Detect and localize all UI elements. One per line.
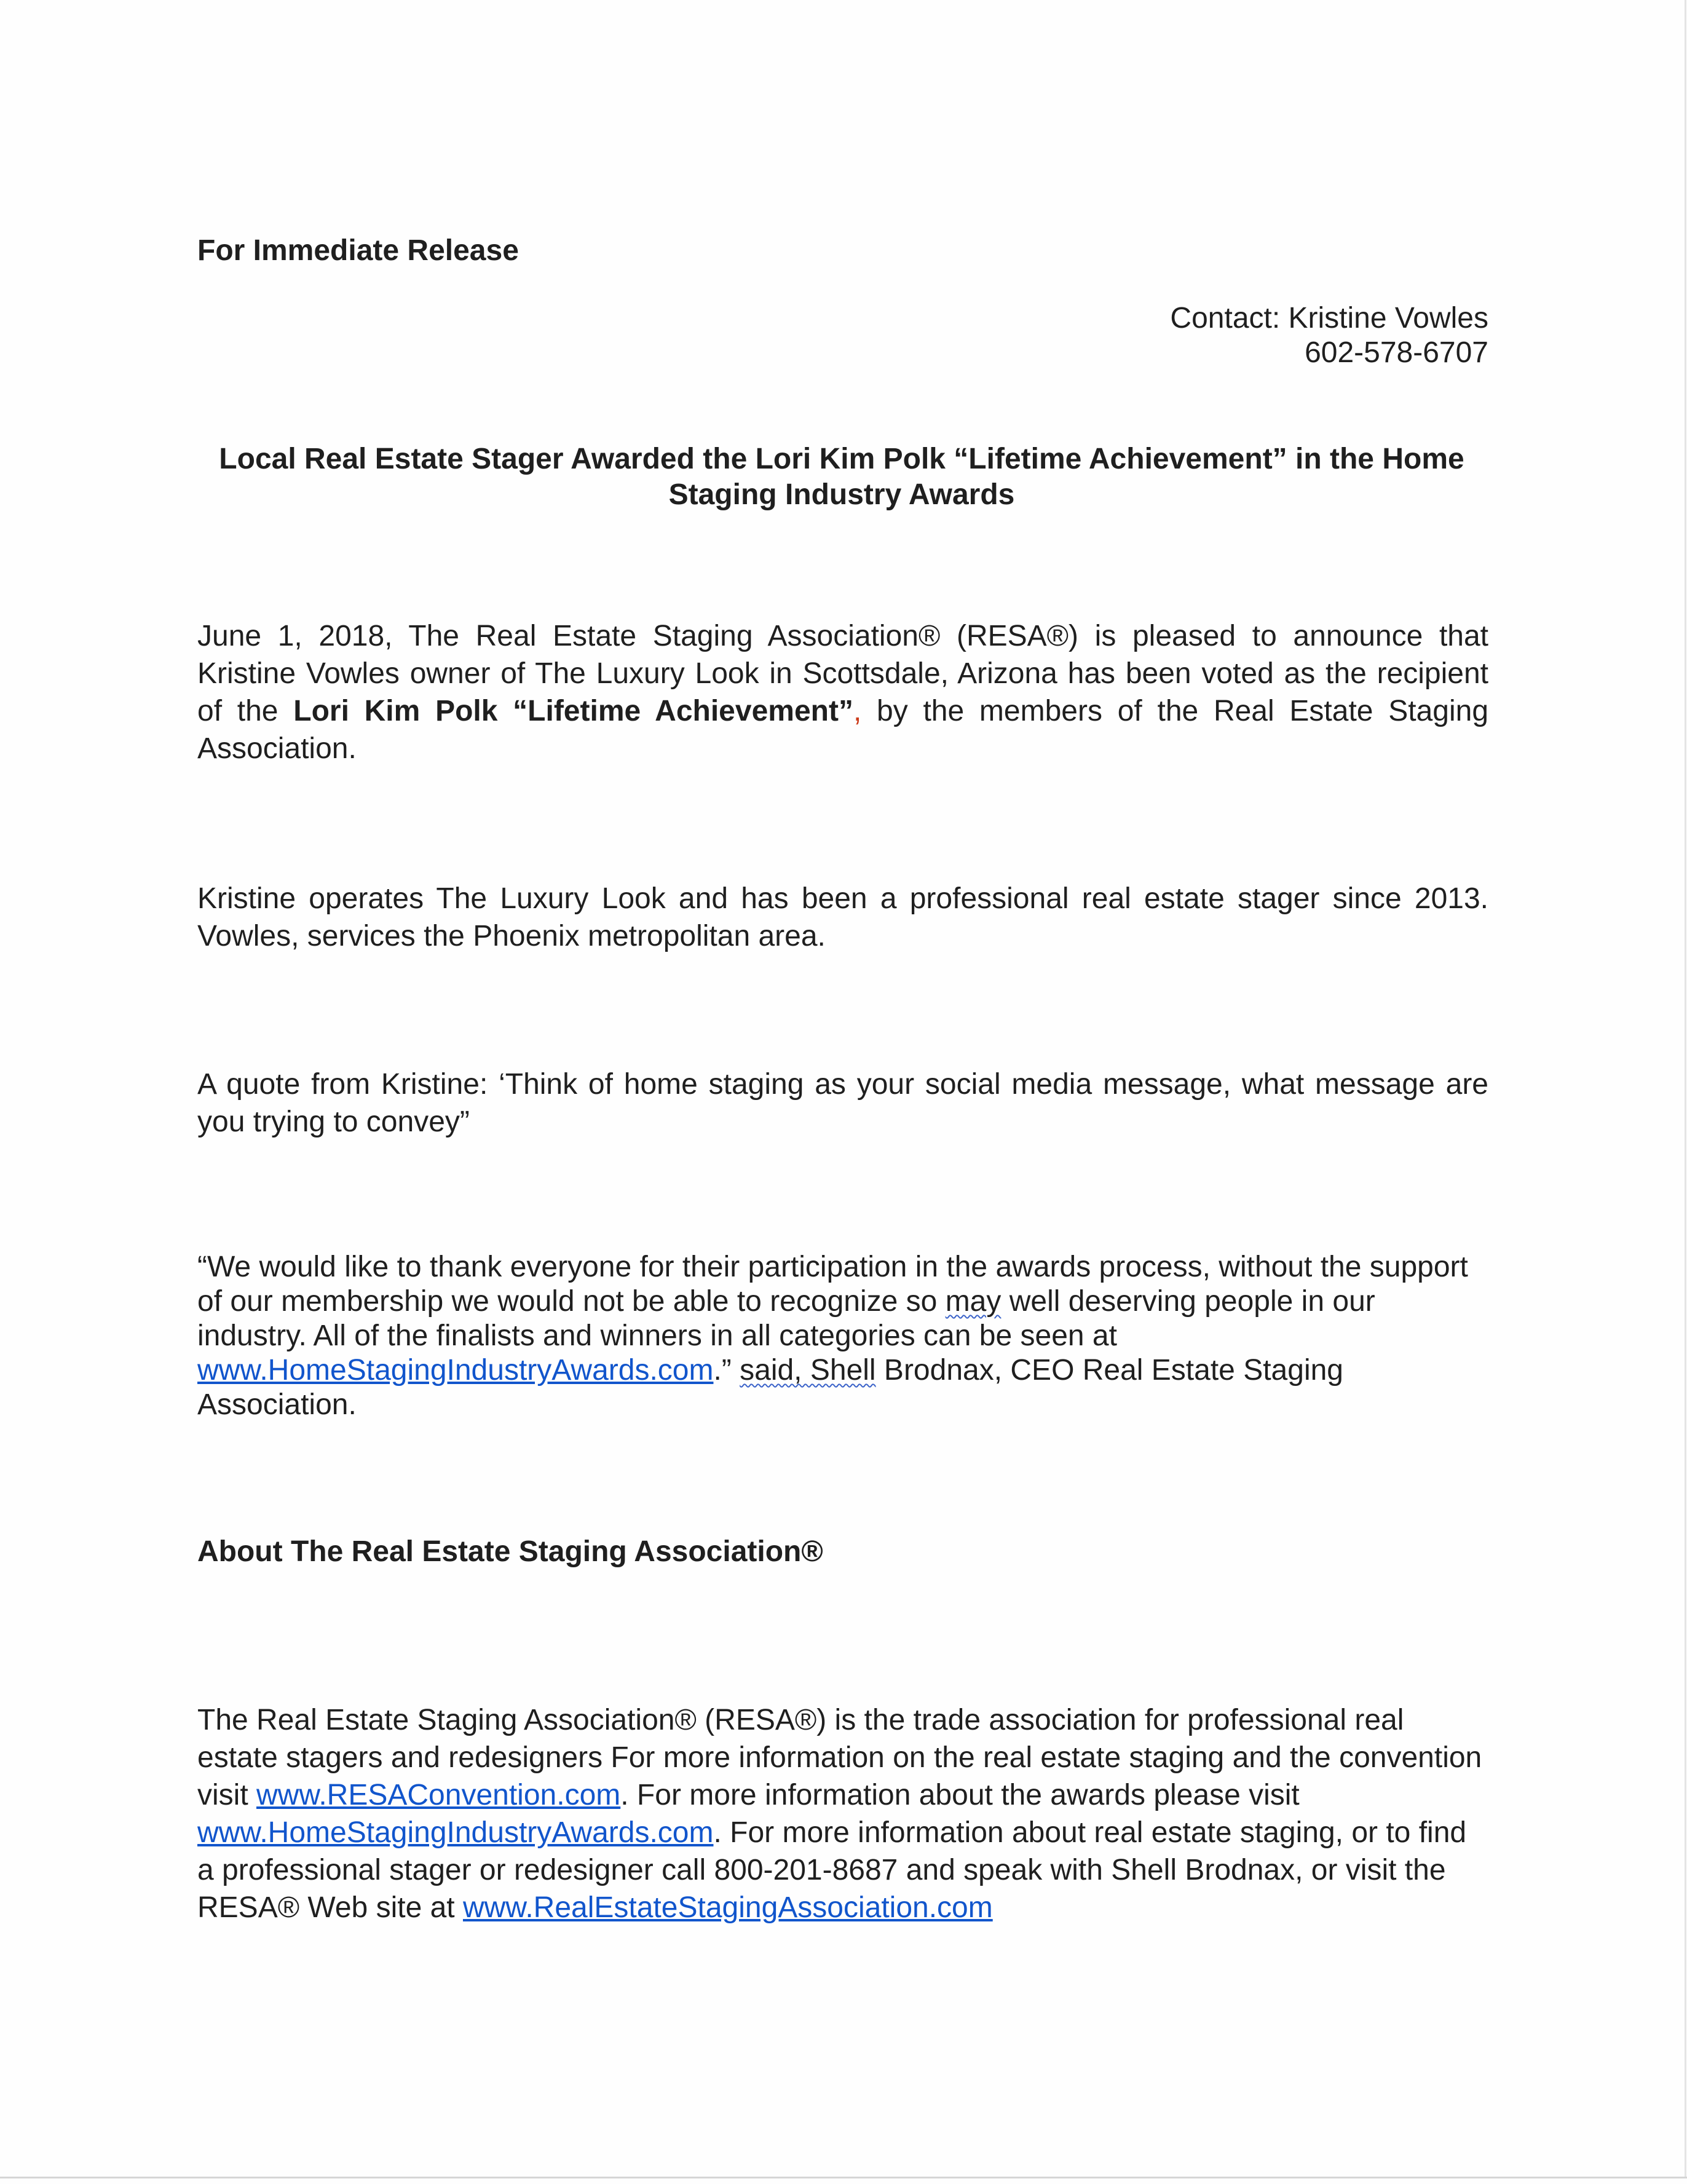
thanks-part-1: “We would like to thank everyone for their participation in the awards process, without the support of our membership we would not be able to recognize so [197, 1251, 1468, 1318]
page-edge-bottom [0, 2177, 1687, 2178]
thanks-part-2: well deserving people in our industry. All of the finalists and winners in all categories can be seen at [197, 1285, 1375, 1352]
headline-line-1: Local Real Estate Stager Awarded the Lori Kim Polk “Lifetime Achievement” in the Home [219, 443, 1464, 475]
thanks-part-3: .” [713, 1354, 740, 1387]
contact-name: Contact: Kristine Vowles [1170, 302, 1488, 334]
grammar-flag-said-shell: said, Shell [740, 1354, 876, 1387]
resa-website-link[interactable]: www.RealEstateStagingAssociation.com [462, 1891, 993, 1924]
award-comma: , [853, 695, 862, 727]
paragraph-operations: Kristine operates The Luxury Look and has been a professional real estate stager since 2013. Vowles, services the Phoenix metropolitan area. [197, 882, 1488, 952]
about-heading: About The Real Estate Staging Association® [197, 1535, 823, 1568]
headline-line-2: Staging Industry Awards [668, 478, 1015, 511]
about-part-1: The Real Estate Staging Association® (RESA®) is the trade association for professional real estate stagers and redesigners For more information on the real estate staging and the convention visit [197, 1704, 1482, 1811]
paragraph-quote: A quote from Kristine: ‘Think of home staging as your social media message, what message are you trying to convey” [197, 1068, 1488, 1138]
awards-link[interactable]: www.HomeStagingIndustryAwards.com [197, 1354, 714, 1387]
awards-site-link[interactable]: www.HomeStagingIndustryAwards.com [197, 1816, 714, 1849]
paragraph-about-resa [197, 1701, 1488, 1926]
release-label: For Immediate Release [197, 234, 519, 267]
contact-block [197, 301, 1488, 370]
convention-link[interactable]: www.RESAConvention.com [256, 1779, 621, 1811]
page-edge-right [1685, 0, 1686, 2177]
contact-phone: 602-578-6707 [1305, 336, 1488, 369]
thanks-part-4: Brodnax, CEO Real Estate Staging Association. [197, 1354, 1343, 1421]
paragraph-announcement [197, 617, 1488, 767]
award-name: Lori Kim Polk “Lifetime Achievement” [293, 695, 853, 727]
paragraph-thanks [197, 1250, 1488, 1422]
announcement-lead: June 1, 2018, The Real Estate Staging Association® (RESA®) is pleased to announce that Kristine Vowles owner of The Luxury Look in Scottsdale, Arizona has been voted as the recipient of the [197, 620, 1488, 727]
about-part-3: . For more information about real estate staging, or to find a professional stager or redesigner call 800-201-8687 and speak with Shell Brodnax, or visit the RESA® Web site at [197, 1816, 1467, 1924]
headline [197, 441, 1486, 513]
spelling-flag-may: may [945, 1285, 1002, 1318]
about-part-2: . For more information about the awards please visit [620, 1779, 1300, 1811]
announcement-tail: by the members of the Real Estate Staging Association. [197, 695, 1489, 765]
